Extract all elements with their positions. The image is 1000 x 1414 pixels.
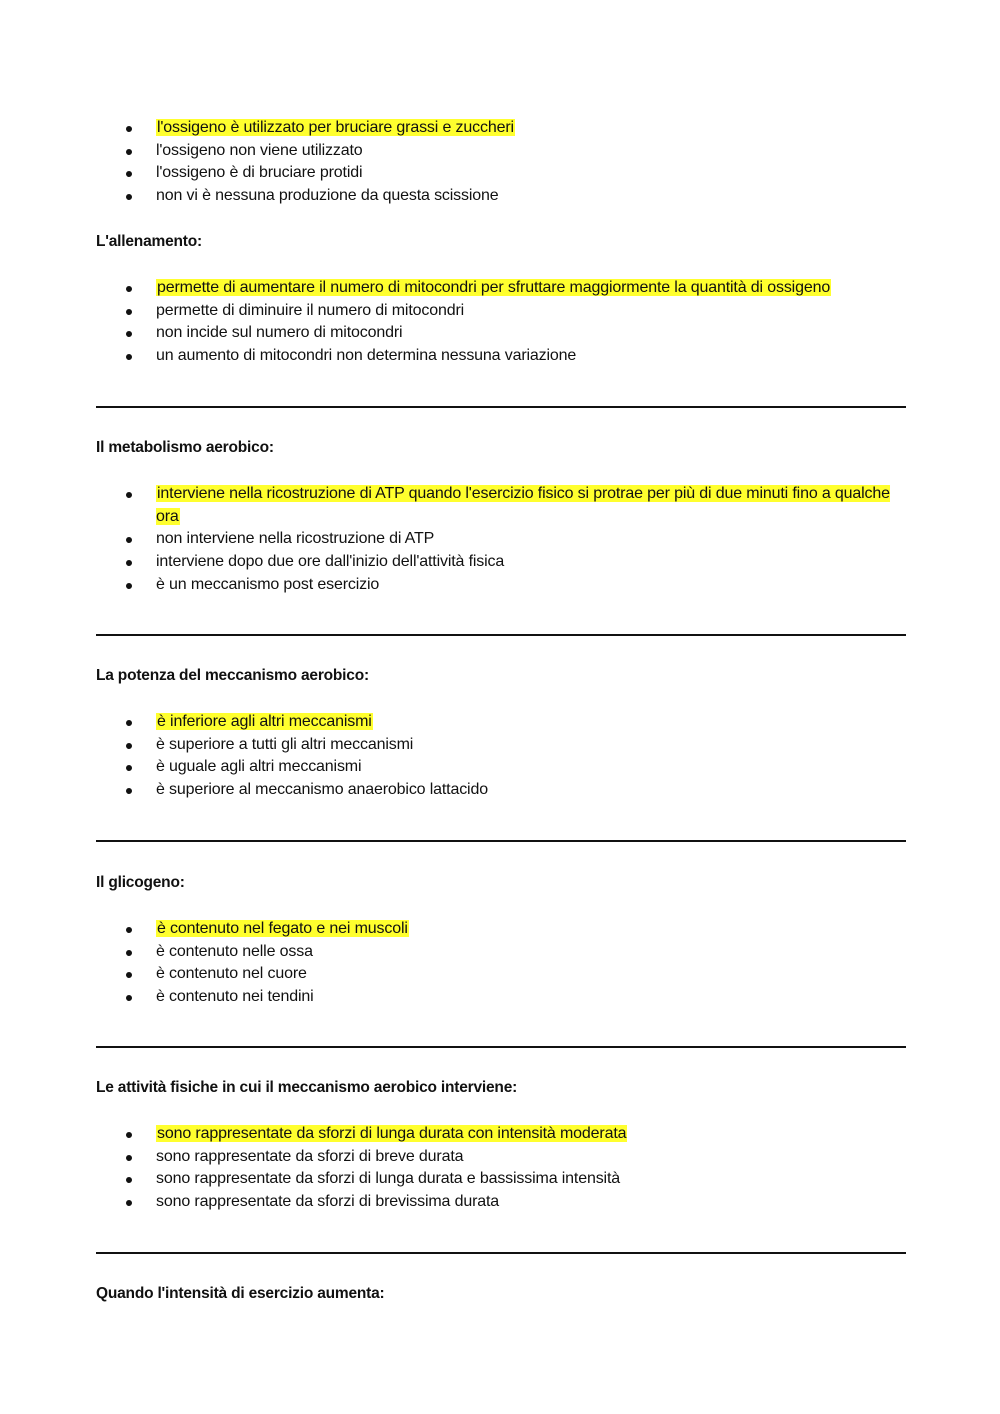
answer-list [96, 117, 908, 208]
highlighted-answer: è inferiore agli altri meccanismi [157, 713, 372, 730]
answer-list [96, 277, 908, 368]
highlighted-answer: l'ossigeno è utilizzato per bruciare grassi e zuccheri [157, 119, 514, 136]
answer-list [96, 483, 908, 597]
question-heading: L'allenamento: [96, 233, 202, 250]
highlighted-answer: è contenuto nel fegato e nei muscoli [157, 920, 408, 937]
highlighted-answer: interviene nella ricostruzione di ATP quando l'esercizio fisico si protrae per più di due minuti fino a qualche ora [156, 485, 890, 525]
answer-option-correct [96, 483, 908, 528]
answer-list [96, 918, 908, 1009]
section-divider [96, 634, 906, 636]
answer-option: sono rappresentate da sforzi di lunga durata e bassissima intensità [96, 1168, 908, 1191]
answer-list [96, 711, 908, 802]
highlighted-answer: sono rappresentate da sforzi di lunga durata con intensità moderata [157, 1125, 627, 1142]
section-divider [96, 1252, 906, 1254]
answer-option: permette di diminuire il numero di mitocondri [96, 300, 908, 323]
answer-option-correct [96, 711, 908, 734]
highlighted-answer: permette di aumentare il numero di mitocondri per sfruttare maggiormente la quantità di ossigeno [157, 279, 831, 296]
answer-option-correct [96, 918, 908, 941]
answer-option: è un meccanismo post esercizio [96, 574, 908, 597]
answer-option: sono rappresentate da sforzi di brevissima durata [96, 1191, 908, 1214]
question-heading: Il glicogeno: [96, 874, 185, 891]
question-heading: La potenza del meccanismo aerobico: [96, 667, 369, 684]
answer-option: interviene dopo due ore dall'inizio dell'attività fisica [96, 551, 908, 574]
question-heading: Il metabolismo aerobico: [96, 439, 274, 456]
answer-option: non incide sul numero di mitocondri [96, 322, 908, 345]
answer-option-correct [96, 277, 908, 300]
answer-option: non interviene nella ricostruzione di ATP [96, 528, 908, 551]
answer-option: è contenuto nel cuore [96, 963, 908, 986]
answer-option-correct [96, 1123, 908, 1146]
answer-option: non vi è nessuna produzione da questa scissione [96, 185, 908, 208]
question-heading: Quando l'intensità di esercizio aumenta: [96, 1285, 385, 1302]
answer-option: è contenuto nei tendini [96, 986, 908, 1009]
section-divider [96, 840, 906, 842]
section-divider [96, 1046, 906, 1048]
answer-option: un aumento di mitocondri non determina nessuna variazione [96, 345, 908, 368]
answer-option: l'ossigeno non viene utilizzato [96, 140, 908, 163]
answer-option-correct [96, 117, 908, 140]
answer-option: è contenuto nelle ossa [96, 941, 908, 964]
answer-option: è superiore a tutti gli altri meccanismi [96, 734, 908, 757]
answer-option: è uguale agli altri meccanismi [96, 756, 908, 779]
answer-list [96, 1123, 908, 1214]
question-heading: Le attività fisiche in cui il meccanismo aerobico interviene: [96, 1079, 518, 1096]
answer-option: è superiore al meccanismo anaerobico lattacido [96, 779, 908, 802]
section-divider [96, 406, 906, 408]
answer-option: sono rappresentate da sforzi di breve durata [96, 1146, 908, 1169]
answer-option: l'ossigeno è di bruciare protidi [96, 162, 908, 185]
